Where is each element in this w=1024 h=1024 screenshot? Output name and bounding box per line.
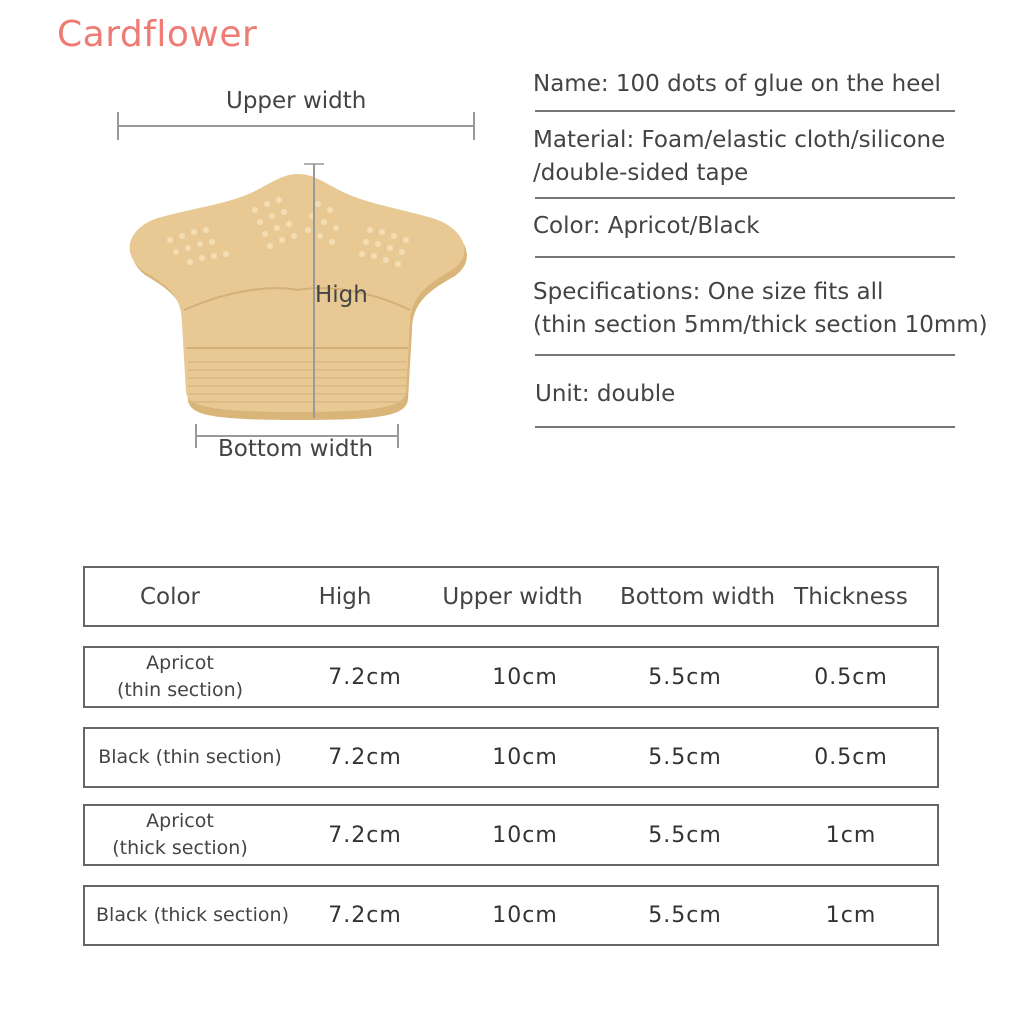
cell-bottom-width: 5.5cm [648,822,722,848]
divider [535,110,955,112]
header-thickness: Thickness [794,583,908,610]
spec-line: Name: 100 dots of glue on the heel [533,71,941,97]
color-line: (thin section) [116,679,244,701]
table-row [83,727,939,788]
cell-thickness: 1cm [825,822,877,848]
table-row [83,885,939,946]
header-high: High [318,583,372,610]
color-line: Apricot [146,652,214,674]
divider [535,197,955,199]
color-line: Black (thin section) [98,746,282,768]
spec-line: Specifications: One size fits all [533,279,884,305]
bottom-width-label: Bottom width [218,436,374,462]
cell-thickness: 0.5cm [814,664,888,690]
cell-high: 7.2cm [328,903,402,928]
cell-color [85,729,295,786]
spec-line: /double-sided tape [533,160,749,186]
cell-high: 7.2cm [328,745,402,770]
cell-bottom-width: 5.5cm [648,745,722,770]
upper-width-label: Upper width [226,88,367,114]
header-bottom-width: Bottom width [619,583,776,610]
cell-upper-width: 10cm [492,903,558,928]
spec-material [533,124,955,190]
spec-specifications [533,276,1003,342]
spec-color [533,210,955,243]
cell-upper-width: 10cm [492,822,558,848]
cell-thickness: 1cm [825,903,877,928]
spec-line: Color: Apricot/Black [533,213,760,239]
header-upper-width: Upper width [442,583,583,610]
cell-color [85,887,300,944]
brand-logo: Cardflower [57,14,258,55]
spec-line: Material: Foam/elastic cloth/silicone [533,127,946,153]
cell-thickness: 0.5cm [814,745,888,770]
cell-bottom-width: 5.5cm [648,903,722,928]
cell-high: 7.2cm [328,822,402,848]
cell-color [95,806,265,864]
cell-upper-width: 10cm [492,664,558,690]
cell-color [95,648,265,706]
color-line: (thick section) [112,837,248,859]
heel-pad-illustration [100,80,520,480]
table-row [83,646,939,708]
color-line: Black (thick section) [96,904,289,926]
divider [535,426,955,428]
spec-name [533,68,955,101]
spec-line: Unit: double [535,381,676,407]
cell-high: 7.2cm [328,664,402,690]
divider [535,256,955,258]
cell-bottom-width: 5.5cm [648,664,722,690]
heel-pad-diagram [100,80,520,480]
divider [535,354,955,356]
spec-line: (thin section 5mm/thick section 10mm) [533,312,988,338]
color-line: Apricot [146,810,214,832]
table-row [83,804,939,866]
high-label: High [315,282,368,308]
cell-upper-width: 10cm [492,745,558,770]
spec-unit [535,378,957,411]
table-header [83,566,939,627]
header-color: Color [139,583,201,610]
